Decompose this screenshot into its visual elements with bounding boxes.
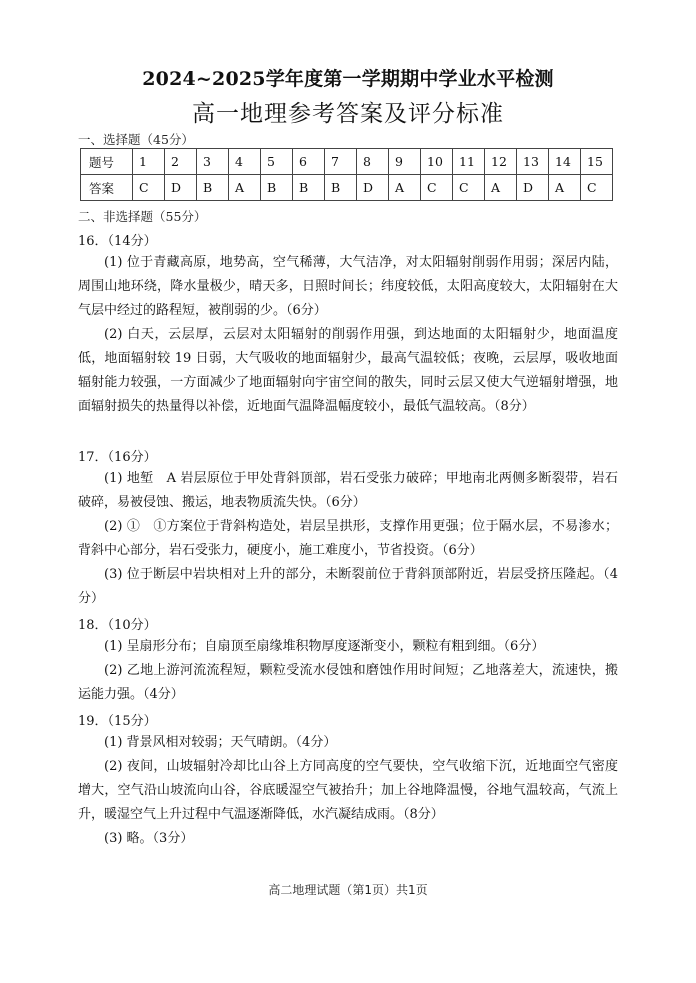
- document-title: 2024~2025学年度第一学期期中学业水平检测: [142, 68, 554, 90]
- table-cell: 10: [421, 149, 453, 175]
- answer-text: (1) 背景风相对较弱；天气晴朗。（4分）: [104, 735, 337, 750]
- question-19-part-2: [78, 755, 618, 827]
- table-cell: 2: [165, 149, 197, 175]
- table-cell: B: [197, 175, 229, 201]
- question-16-part-2: [78, 323, 618, 419]
- document-subtitle: 高一地理参考答案及评分标准: [192, 101, 504, 127]
- question-17-part-2: [78, 515, 618, 563]
- table-cell: A: [389, 175, 421, 201]
- section-heading-choice: 一、选择题（45分）: [78, 132, 194, 147]
- table-row-numbers: [81, 149, 613, 175]
- table-cell: 5: [261, 149, 293, 175]
- table-cell: 6: [293, 149, 325, 175]
- section-heading-nonchoice: 二、非选择题（55分）: [78, 209, 207, 224]
- table-cell: B: [261, 175, 293, 201]
- question-17-heading: 17．（16分）: [78, 450, 157, 465]
- table-cell: 14: [549, 149, 581, 175]
- table-cell: 11: [453, 149, 485, 175]
- table-cell: 4: [229, 149, 261, 175]
- question-17-part-1: [78, 467, 618, 515]
- question-17-part-3: [78, 563, 618, 611]
- answer-text: (3) 略。（3分）: [104, 831, 194, 846]
- row-label-number: 题号: [81, 149, 133, 175]
- table-cell: C: [581, 175, 613, 201]
- answer-text: (2) 夜间，山坡辐射冷却比山谷上方同高度的空气要快，空气收缩下沉，近地面空气密度增大，空气沿山坡流向山谷，谷底暖湿空气被抬升；加上谷地降温慢，谷地气温较高，气流上升，暖湿空气上升过程中气温逐渐降低，水汽凝结成雨。（8分）: [78, 759, 618, 822]
- table-cell: 12: [485, 149, 517, 175]
- table-cell: B: [325, 175, 357, 201]
- answer-text: (1) 位于青藏高原，地势高，空气稀薄，大气洁净，对太阳辐射削弱作用弱；深居内陆，周围山地环绕，降水量极少，晴天多，日照时间长；纬度较低，太阳高度较大，太阳辐射在大气层中经过的路程短，被削弱的少。（6分）: [78, 255, 618, 318]
- question-19-part-1: [78, 731, 618, 755]
- table-cell: 9: [389, 149, 421, 175]
- table-cell: 7: [325, 149, 357, 175]
- table-cell: C: [421, 175, 453, 201]
- table-row-answers: [81, 175, 613, 201]
- table-cell: 13: [517, 149, 549, 175]
- answer-text: (1) 呈扇形分布；自扇顶至扇缘堆积物厚度逐渐变小，颗粒有粗到细。（6分）: [104, 639, 545, 654]
- page-footer: 高二地理试题（第1页）共1页: [268, 883, 428, 897]
- question-16-part-1: [78, 251, 618, 323]
- row-label-answer: 答案: [81, 175, 133, 201]
- table-cell: C: [133, 175, 165, 201]
- answer-text: (3) 位于断层中岩块相对上升的部分，未断裂前位于背斜顶部附近，岩层受挤压隆起。（4分）: [78, 567, 618, 606]
- answer-table: [80, 148, 613, 201]
- table-cell: D: [357, 175, 389, 201]
- question-18-heading: 18．（10分）: [78, 618, 157, 633]
- table-cell: D: [165, 175, 197, 201]
- table-cell: A: [549, 175, 581, 201]
- answer-text: (2) 白天，云层厚，云层对太阳辐射的削弱作用强，到达地面的太阳辐射少，地面温度低，地面辐射较 19 日弱，大气吸收的地面辐射少，最高气温较低；夜晚，云层厚，吸收地面辐射能力较强，一方面减少了地面辐射向宇宙空间的散失，同时云层又使大气逆辐射增强，地面辐射损失的热量得以补偿，近地面气温降温幅度较小，最低气温较高。（8分）: [78, 327, 618, 414]
- question-18-part-1: [78, 635, 618, 659]
- question-19-heading: 19．（15分）: [78, 714, 157, 729]
- answer-text: (2) ① ①方案位于背斜构造处，岩层呈拱形，支撑作用更强；位于隔水层，不易渗水；背斜中心部分，岩石受张力，硬度小，施工难度小，节省投资。（6分）: [78, 519, 618, 558]
- table-cell: B: [293, 175, 325, 201]
- answer-text: (1) 地堑 A 岩层原位于甲处背斜顶部，岩石受张力破碎；甲地南北两侧多断裂带，岩石破碎，易被侵蚀、搬运，地表物质流失快。（6分）: [78, 471, 618, 510]
- table-cell: C: [453, 175, 485, 201]
- question-19-part-3: [78, 827, 618, 851]
- table-cell: A: [485, 175, 517, 201]
- table-cell: A: [229, 175, 261, 201]
- table-cell: D: [517, 175, 549, 201]
- table-cell: 3: [197, 149, 229, 175]
- answer-text: (2) 乙地上游河流流程短，颗粒受流水侵蚀和磨蚀作用时间短；乙地落差大，流速快，搬运能力强。（4分）: [78, 663, 618, 702]
- table-cell: 8: [357, 149, 389, 175]
- table-cell: 1: [133, 149, 165, 175]
- question-18-part-2: [78, 659, 618, 707]
- question-16-heading: 16．（14分）: [78, 234, 157, 249]
- table-cell: 15: [581, 149, 613, 175]
